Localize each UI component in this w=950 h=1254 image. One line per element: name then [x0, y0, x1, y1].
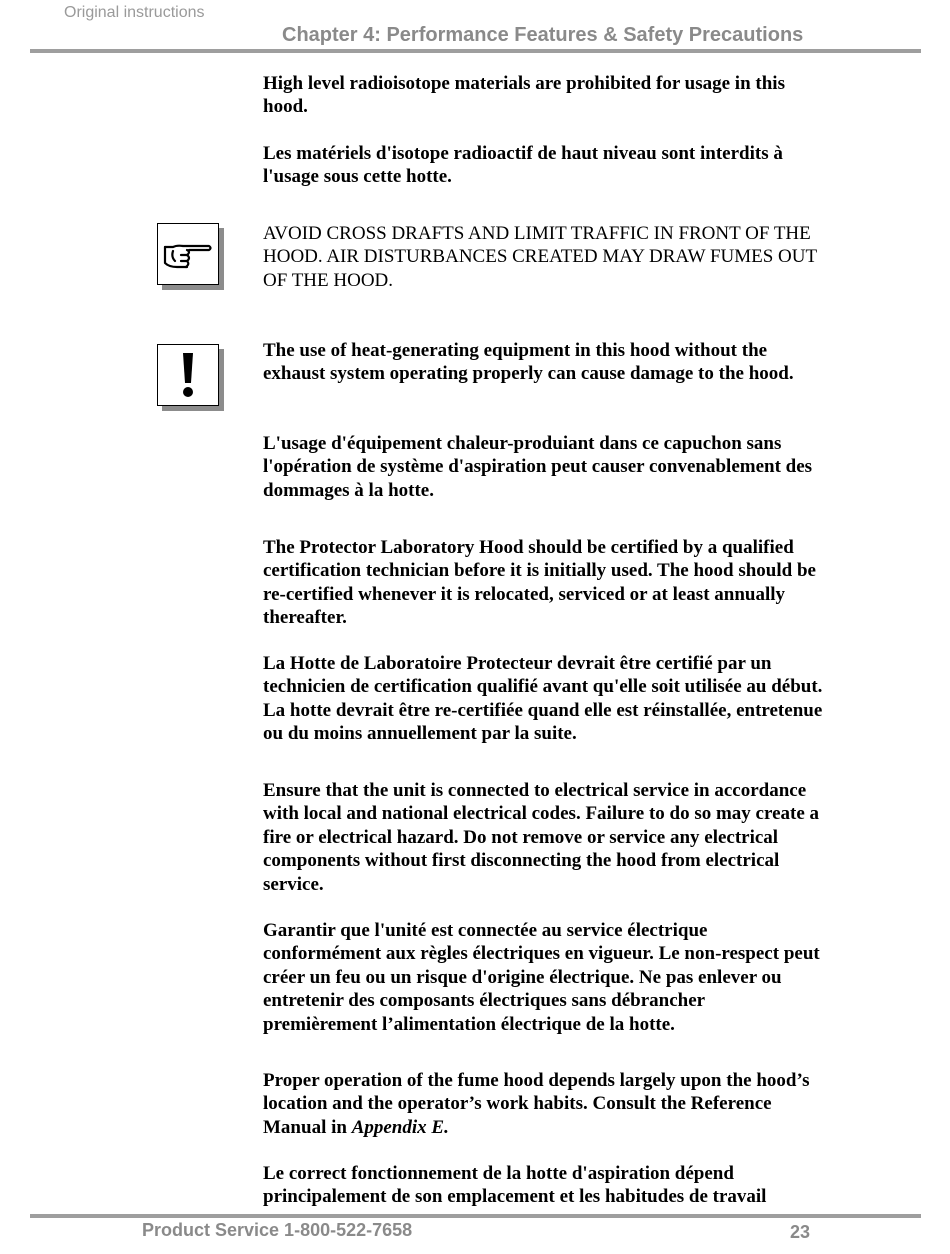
paragraph-certification-fr: La Hotte de Laboratoire Protecteur devrait être certifié par un technicien de certification qualifié avant qu'elle soit utilisée au début. La hotte devrait être re-certifiée quand elle est réinstallée, entretenue ou du moins annuellement par la suite.: [263, 653, 823, 745]
paragraph-certification-en: The Protector Laboratory Hood should be certified by a qualified certification technician before it is initially used. The hood should be re-certified whenever it is relocated, serviced or at least annually thereafter.: [263, 537, 816, 629]
paragraph-radioisotope-en: High level radioisotope materials are prohibited for usage in this hood.: [263, 73, 785, 118]
paragraph-operation-en: [263, 1069, 823, 1139]
appendix-reference: Appendix E.: [351, 1116, 449, 1138]
note-icon-box: [157, 223, 219, 285]
footer-rule: [30, 1214, 921, 1218]
pointing-hand-icon: [161, 237, 215, 271]
paragraph-heat-equipment-fr: L'usage d'équipement chaleur-produiant dans ce capuchon sans l'opération de système d'aspiration peut causer convenablement des dommages à la hotte.: [263, 433, 813, 501]
paragraph-operation-fr: Le correct fonctionnement de la hotte d'aspiration dépend principalement de son emplacement et les habitudes de travail: [263, 1163, 767, 1208]
paragraph-radioisotope-fr: Les matériels d'isotope radioactif de haut niveau sont interdits à l'usage sous cette hotte.: [263, 143, 783, 188]
header-rule: [30, 49, 921, 53]
original-instructions-note: Original instructions: [64, 4, 205, 21]
product-service-phone: Product Service 1-800-522-7658: [142, 1220, 413, 1240]
paragraph-heat-equipment-en: The use of heat-generating equipment in this hood without the exhaust system operating properly can cause damage to the hood.: [263, 340, 794, 385]
exclamation-icon: [178, 351, 198, 399]
chapter-title: Chapter 4: Performance Features & Safety Precautions: [282, 24, 804, 46]
paragraph-electrical-en: Ensure that the unit is connected to electrical service in accordance with local and national electrical codes. Failure to do so may create a fire or electrical hazard. Do not remove or service any electrical components without first disconnecting the hood from electrical service.: [263, 780, 820, 895]
page-number: 23: [790, 1222, 811, 1242]
operation-text: Proper operation of the fume hood depends largely upon the hood’s location and the operator’s work habits. Consult the Reference Manual in: [263, 1070, 810, 1138]
warning-icon-box: [157, 344, 219, 406]
paragraph-electrical-fr: Garantir que l'unité est connectée au service électrique conformément aux règles électriques en vigueur. Le non-respect peut créer un feu ou un risque d'origine électrique. Ne pas enlever ou entretenir des composants électriques sans débrancher premièrement l’alimentation électrique de la hotte.: [263, 920, 820, 1035]
paragraph-cross-drafts: AVOID CROSS DRAFTS AND LIMIT TRAFFIC IN FRONT OF THE HOOD. AIR DISTURBANCES CREATED MAY DRAW FUMES OUT OF THE HOOD.: [263, 223, 817, 291]
